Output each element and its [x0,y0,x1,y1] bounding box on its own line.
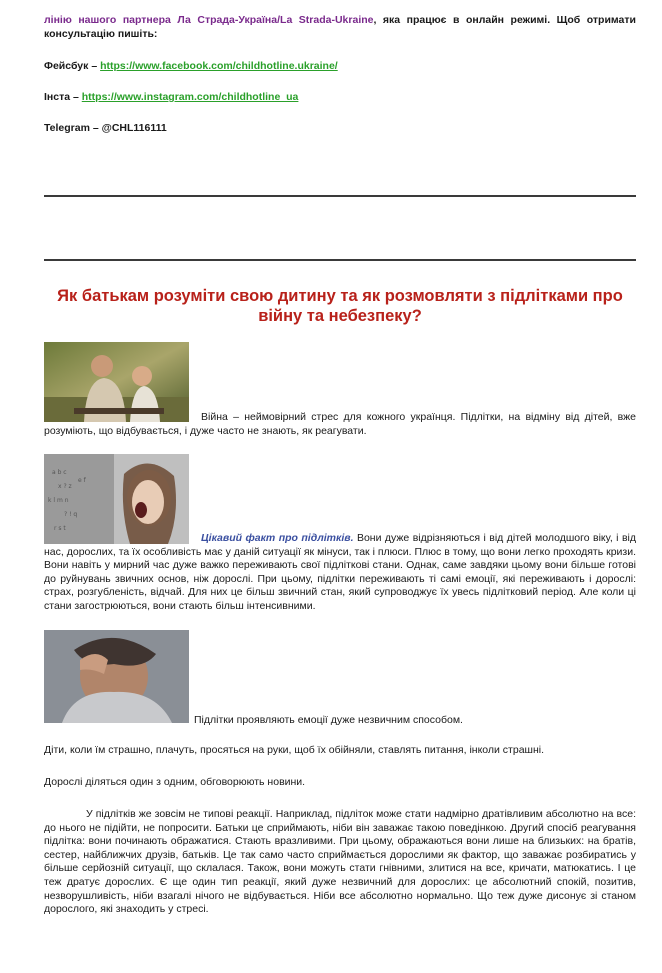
divider-bottom [44,259,636,261]
svg-text:a b c: a b c [52,469,67,476]
facebook-link[interactable]: https://www.facebook.com/childhotline.ukraine/ [100,60,338,72]
facebook-label: Фейсбук – [44,60,101,72]
telegram-line: Telegram – @CHL116111 [44,122,167,134]
instagram-line [44,91,636,105]
screaming-woman-photo [44,454,189,544]
father-and-son-photo [44,342,189,422]
paragraph-teen-fact [44,532,636,614]
svg-text:r s t: r s t [54,525,66,532]
fact-label: Цікавий факт про підлітків. [201,532,354,544]
svg-text:k l m n: k l m n [48,497,69,504]
fact-text: Вони дуже відрізняються і від дітей молодшого віку, і від нас, дорослих, та їх особливість має у даній ситуації як мінуси, так і плюси. Плюс в тому, що вони легко проходять кризи. Вони навіть у мирний час дуже важко переживають свої підліткові стани. Однак, саме завдяки цьому вони більше готові до руйнувань звичних основ, ніж дорослі. При цьому, підлітки переживають ті самі емоції, які переживають і дорослі: страх, розгубленість, відчай. Для них це більш звичний стан, який супроводжує їх увесь підлітковий період. Але коли ці стани загострюються, вони стають більш інтенсивними. [44,532,636,612]
distressed-teen-photo [44,630,189,723]
paragraph-war-stress: Війна – неймовірний стрес для кожного українця. Підлітки, на відміну від дітей, вже розуміють, що відбувається, і дуже часто не знають, як реагувати. [44,411,636,437]
paragraph-teen-emotions: Підлітки проявляють емоції дуже незвичним способом. [194,714,463,726]
intro-rest: , яка працює в онлайн режимі. Щоб отримати консультацію пишіть: [44,14,636,40]
svg-text:e f: e f [78,477,86,484]
svg-text:x ? z: x ? z [58,483,72,490]
intro-paragraph [44,14,636,41]
svg-text:? ! q: ? ! q [64,511,78,518]
divider-top [44,195,636,197]
paragraph-adults: Дорослі діляться один з одним, обговорюють новини. [44,776,306,788]
partner-name: лінію нашого партнера Ла Страда-Україна/La Strada-Ukraine [44,14,374,26]
paragraph-teen-reactions: У підлітків же зовсім не типові реакції. Наприклад, підліток може стати надмірно дратівливим абсолютно на все: до нього не підійти, не попросити. Батьки це сприймають, ніби він заважає такою поведінкою. Другий спосіб реагування підлітка: вони починають ображатися. Стають вразливими. При цьому, ображаються вони лише на близьких: на братів, сестер, найближчих друзів, батьків. Це так само часто сприймається дорослими як фактор, що заважає розбиратись у більше серйозній ситуації, що склалася. Також, вони можуть стати гнівними, злитися на все, кричати, матюкатись. І це теж дратує дорослих. Є ще один тип реакції, який дуже незвичний для дорослих: це абсолютний спокій, позитив, незворушливість, ніби взагалі нічого не відбувається. Ніби все абсолютно нормально. Що теж дуже дисонує зі станом дорослого, які знаходить у стресі. [44,808,636,916]
facebook-line [44,60,636,74]
paragraph-children: Діти, коли їм страшно, плачуть, просяться на руки, щоб їх обійняли, ставлять питання, інколи страшні. [44,744,545,756]
instagram-link[interactable]: https://www.instagram.com/childhotline_ua [81,91,299,103]
article-title: Як батькам розуміти свою дитину та як розмовляти з підлітками про війну та небезпеку? [57,287,623,325]
instagram-label: Інста – [44,91,82,103]
